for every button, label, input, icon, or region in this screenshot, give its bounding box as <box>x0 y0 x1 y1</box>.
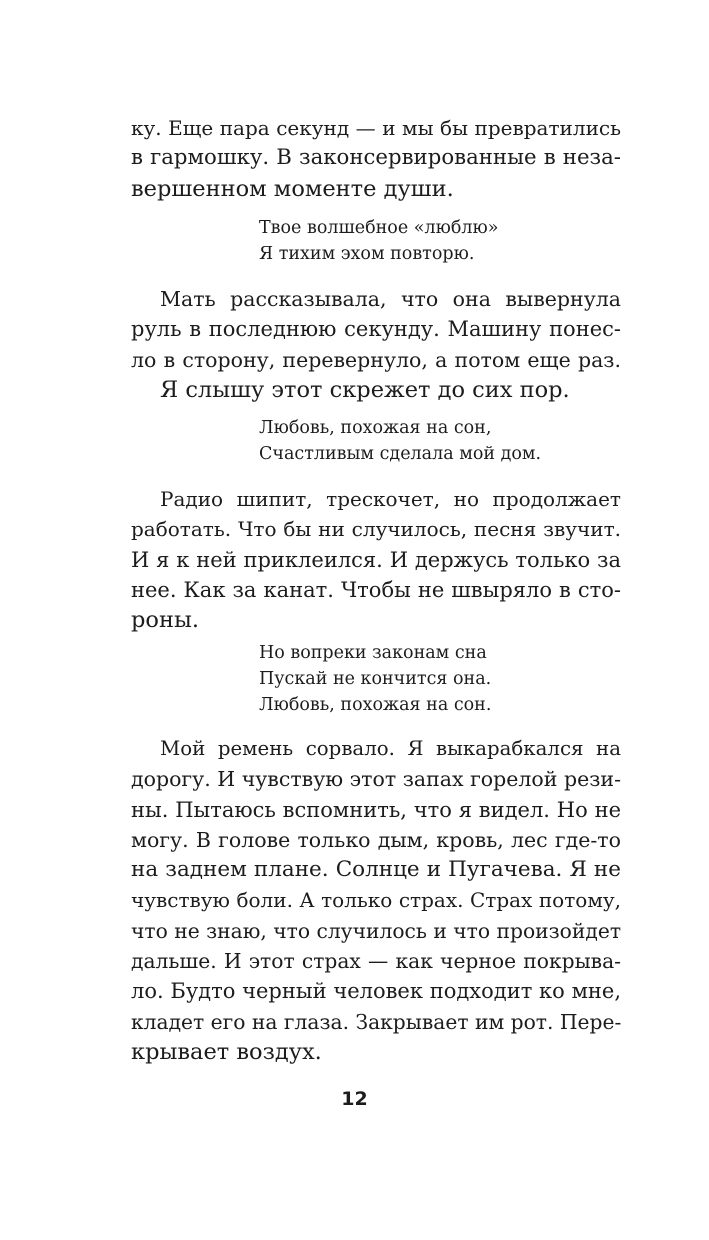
text-line: Мать рассказывала, что она вывернула <box>160 287 621 311</box>
text-line: чувствую боли. А только страх. Страх потому, <box>131 888 621 913</box>
paragraph-4 <box>131 734 621 1067</box>
text-line: И я к ней приклеился. И держусь только за <box>131 547 621 572</box>
text-line: могу. В голове только дым, кровь, лес где-то <box>131 827 621 852</box>
text-line: в гармошку. В законсервированные в неза- <box>131 145 621 171</box>
text-line: Мой ремень сорвало. Я выкарабкался на <box>160 737 621 760</box>
verse-line: Пускай не кончится она. <box>259 669 492 689</box>
verse-line: Любовь, похожая на сон, <box>259 418 492 438</box>
text-line: Я слышу этот скрежет до сих пор. <box>160 376 570 403</box>
paragraph-3 <box>131 484 621 635</box>
verse-line: Любовь, похожая на сон. <box>259 695 492 715</box>
song-verse-1 <box>259 215 579 267</box>
text-line: ло в сторону, перевернуло, а потом еще раз. <box>131 347 621 372</box>
text-line: вершенном моменте души. <box>131 175 454 202</box>
song-verse-2 <box>259 415 579 467</box>
text-line: руль в последнюю секунду. Машину понес- <box>131 317 621 342</box>
verse-line: Счастливым сделала мой дом. <box>259 444 542 464</box>
verse-line: Но вопреки законам сна <box>259 643 487 663</box>
page-number: 12 <box>341 1088 368 1110</box>
text-line: дорогу. И чувствую этот запах горелой рези- <box>131 767 621 792</box>
song-verse-3 <box>259 640 579 718</box>
text-line: ку. Еще пара секунд — и мы бы превратились <box>131 116 621 140</box>
verse-line: Я тихим эхом повторю. <box>259 244 475 264</box>
verse-line: Твое волшебное «люблю» <box>259 218 499 238</box>
text-line: что не знаю, что случилось и что произойдет <box>131 918 622 943</box>
text-line: на заднем плане. Солнце и Пугачева. Я не <box>131 857 621 883</box>
text-line: работать. Что бы ни случилось, песня звучит. <box>131 517 621 542</box>
text-line: нее. Как за канат. Чтобы не швыряло в сто- <box>131 577 621 602</box>
text-line: дальше. И этот страх — как черное покрыва- <box>131 949 621 974</box>
text-line: ны. Пытаюсь вспомнить, что я видел. Но не <box>131 797 621 822</box>
text-line: роны. <box>131 607 200 634</box>
text-line: ло. Будто черный человек подходит ко мне, <box>131 979 621 1004</box>
text-line: крывает воздух. <box>131 1038 322 1065</box>
paragraph-2 <box>131 284 621 405</box>
text-line: Радио шипит, трескочет, но продолжает <box>160 487 621 511</box>
text-line: кладет его на глаза. Закрывает им рот. Пере- <box>131 1009 622 1034</box>
paragraph-1 <box>131 113 621 204</box>
